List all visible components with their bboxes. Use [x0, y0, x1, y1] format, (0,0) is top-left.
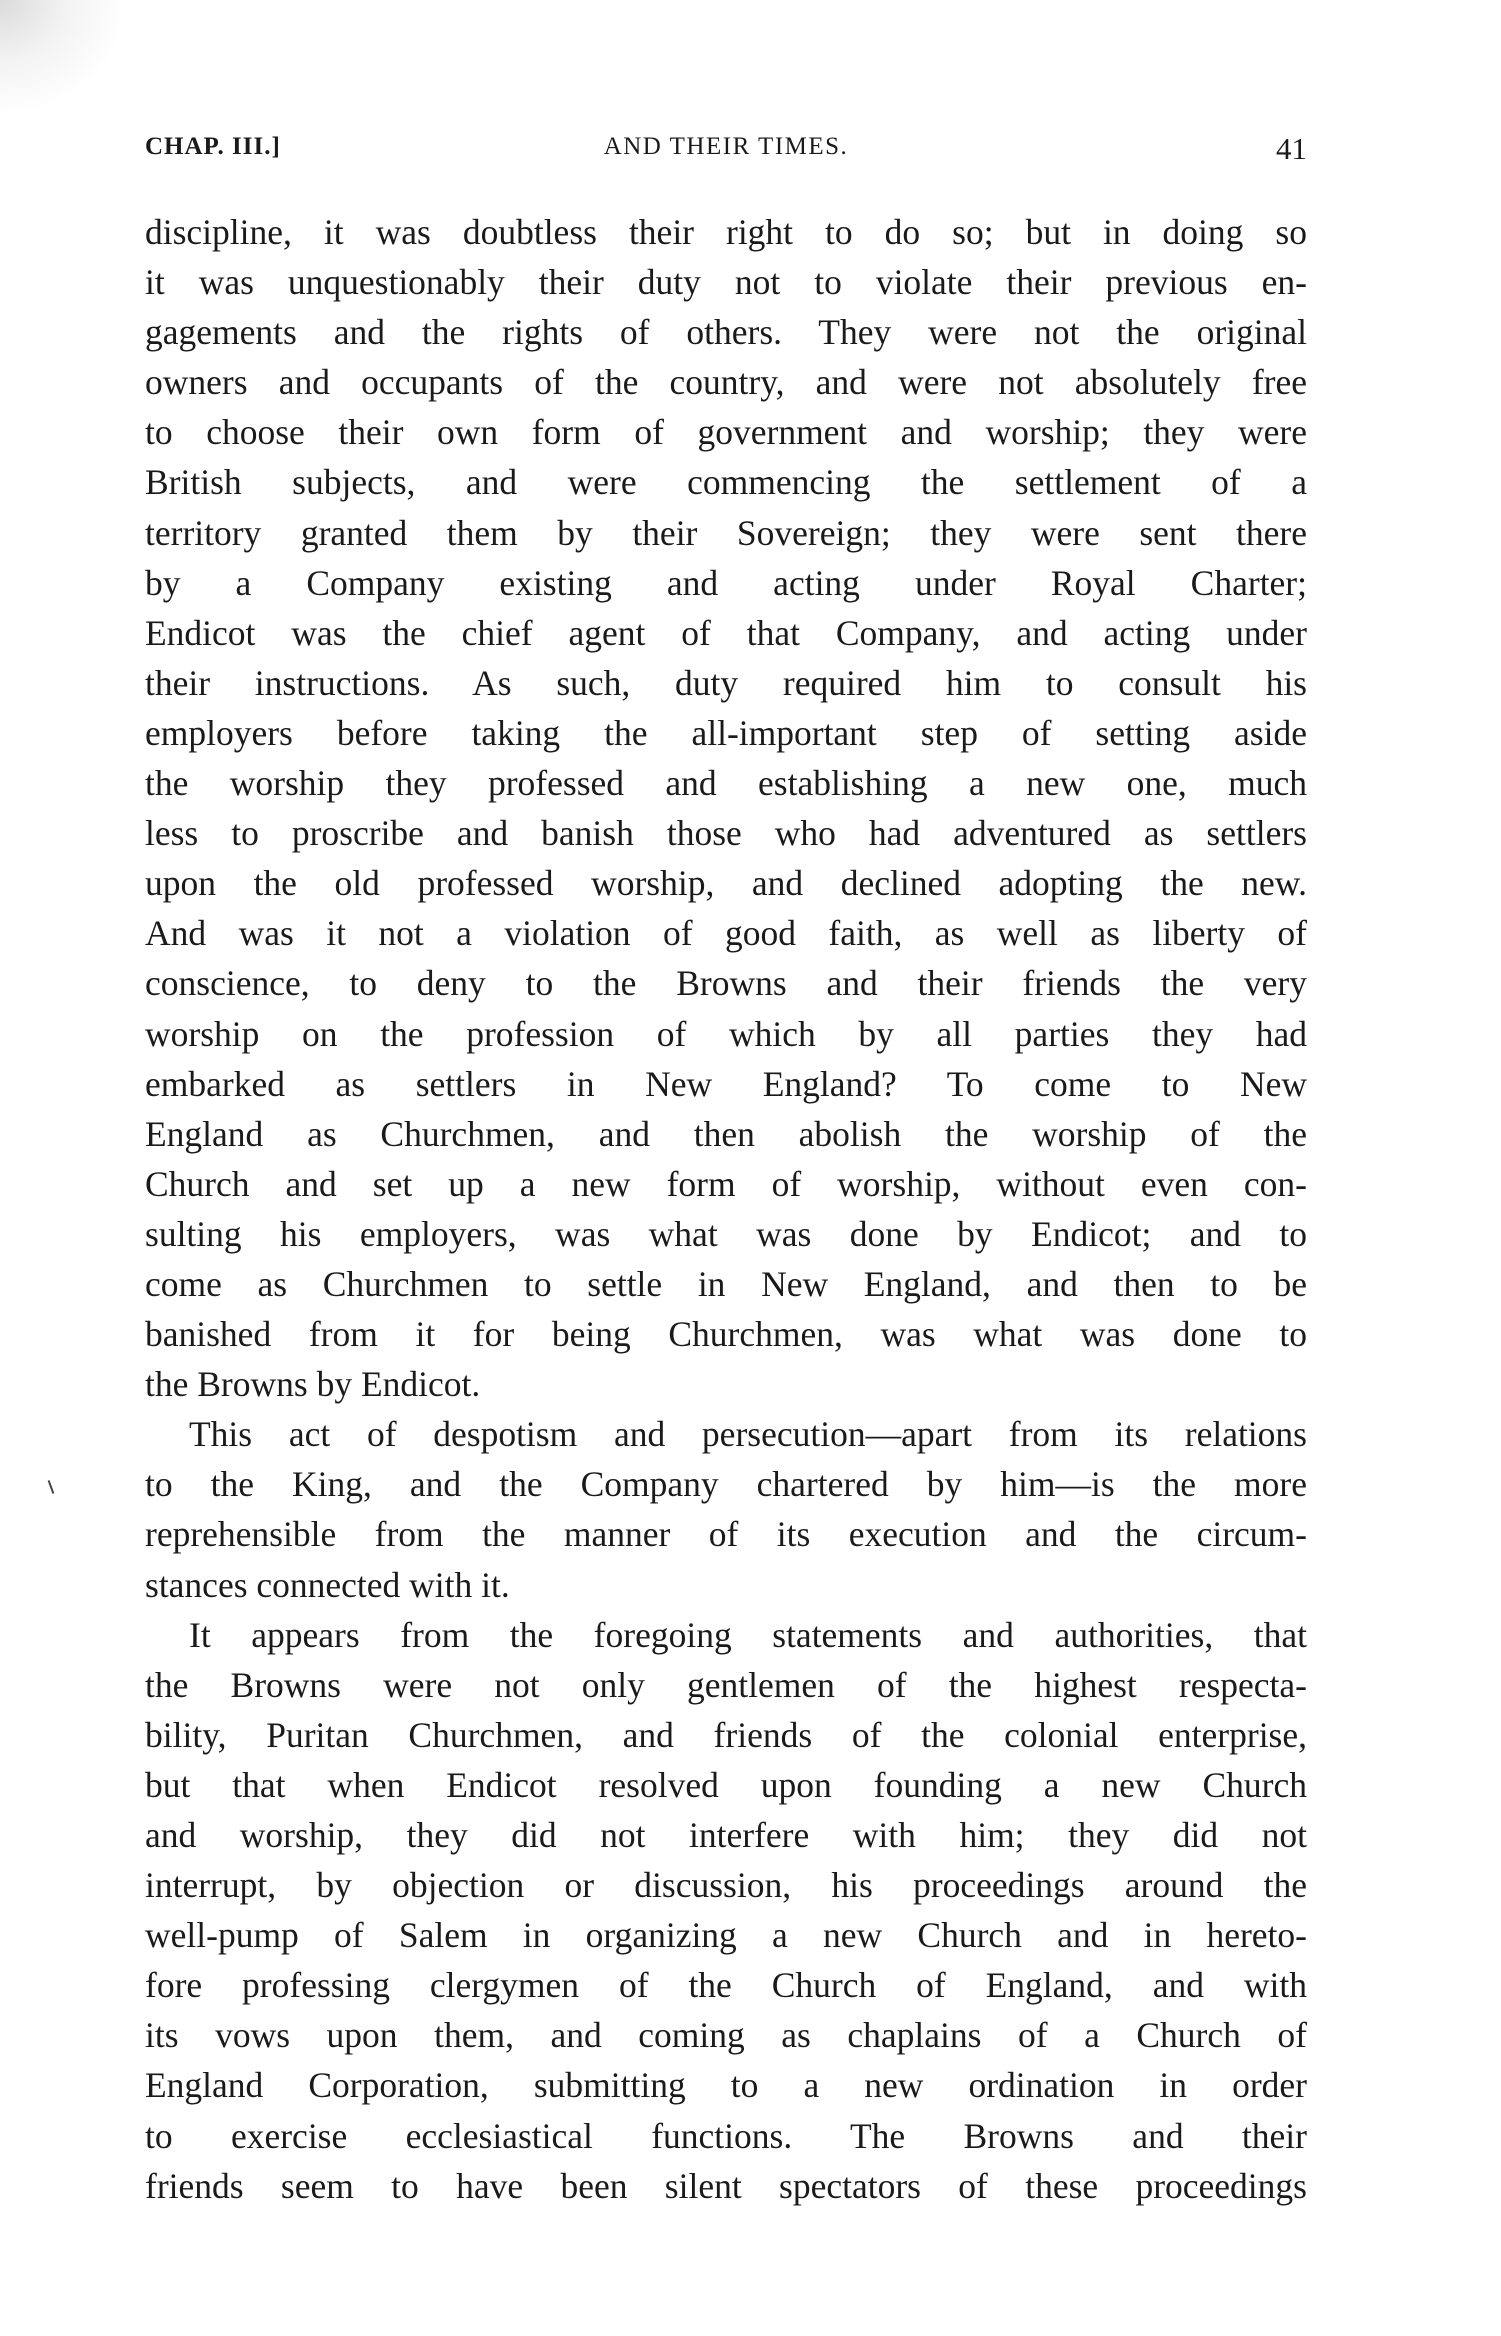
text-line: interrupt, by objection or discussion, his proceedings around the: [145, 1865, 1307, 1906]
text-line: owners and occupants of the country, and were not absolutely free: [145, 362, 1307, 403]
text-line: but that when Endicot resolved upon founding a new Church: [145, 1764, 1307, 1805]
body-text: [145, 207, 1307, 2211]
text-line: conscience, to deny to the Browns and their friends the very: [145, 963, 1307, 1004]
text-line: sulting his employers, was what was done by Endicot; and to: [145, 1213, 1307, 1254]
text-line: upon the old professed worship, and declined adopting the new.: [145, 863, 1307, 904]
text-line: less to proscribe and banish those who had adventured as settlers: [145, 813, 1307, 854]
paragraph: [145, 1610, 1307, 2211]
text-line: friends seem to have been silent spectators of these proceedings: [145, 2165, 1307, 2206]
text-line: Church and set up a new form of worship, without even con-: [145, 1163, 1307, 1204]
text-line: banished from it for being Churchmen, was what was done to: [145, 1314, 1307, 1355]
text-line: discipline, it was doubtless their right to do so; but in doing so: [145, 212, 1307, 252]
text-line: worship on the profession of which by all parties they had: [145, 1013, 1307, 1054]
text-line: their instructions. As such, duty required him to consult his: [145, 662, 1307, 703]
chapter-label: CHAP. III.]: [145, 133, 281, 160]
text-line: come as Churchmen to settle in New England, and then to be: [145, 1263, 1307, 1304]
running-title: AND THEIR TIMES.: [603, 133, 849, 160]
text-line: it was unquestionably their duty not to violate their previous en-: [145, 262, 1307, 303]
paragraph: [145, 1409, 1307, 1609]
text-line: to exercise ecclesiastical functions. The Browns and their: [145, 2115, 1307, 2156]
text-line: to choose their own form of government and worship; they were: [145, 412, 1307, 453]
text-line: stances connected with it.: [145, 1564, 510, 1605]
text-line: its vows upon them, and coming as chaplains of a Church of: [145, 2015, 1307, 2056]
text-line: Endicot was the chief agent of that Company, and acting under: [145, 612, 1307, 653]
text-line: bility, Puritan Churchmen, and friends of the colonial enterprise,: [145, 1714, 1307, 1755]
text-line: the worship they professed and establishing a new one, much: [145, 763, 1307, 804]
text-line: territory granted them by their Sovereign; they were sent there: [145, 512, 1307, 553]
text-line: England Corporation, submitting to a new ordination in order: [145, 2065, 1307, 2106]
text-line: and worship, they did not interfere with him; they did not: [145, 1815, 1307, 1855]
text-line: British subjects, and were commencing the settlement of a: [145, 462, 1307, 503]
text-line: fore professing clergymen of the Church of England, and with: [145, 1965, 1307, 2006]
text-line: This act of despotism and persecution—apart from its relations: [189, 1414, 1307, 1455]
paragraph: [145, 207, 1307, 1409]
scan-shadow: [0, 0, 120, 110]
text-line: gagements and the rights of others. They were not the original: [145, 312, 1307, 353]
scan-speck: [48, 1480, 55, 1494]
text-line: by a Company existing and acting under Royal Charter;: [145, 562, 1307, 603]
text-line: And was it not a violation of good faith, as well as liberty of: [145, 913, 1307, 954]
text-line: reprehensible from the manner of its execution and the circum-: [145, 1514, 1307, 1555]
text-line: the Browns were not only gentlemen of the highest respecta-: [145, 1664, 1307, 1705]
text-line: to the King, and the Company chartered by him—is the more: [145, 1464, 1307, 1505]
text-line: embarked as settlers in New England? To come to New: [145, 1063, 1307, 1104]
running-header: [145, 133, 1307, 173]
page-number: 41: [1276, 131, 1307, 166]
text-line: It appears from the foregoing statements and authorities, that: [189, 1614, 1307, 1655]
text-line: England as Churchmen, and then abolish the worship of the: [145, 1113, 1307, 1154]
text-line: well-pump of Salem in organizing a new Church and in hereto-: [145, 1915, 1307, 1956]
text-line: employers before taking the all-important step of setting aside: [145, 712, 1307, 753]
text-line: the Browns by Endicot.: [145, 1364, 481, 1405]
